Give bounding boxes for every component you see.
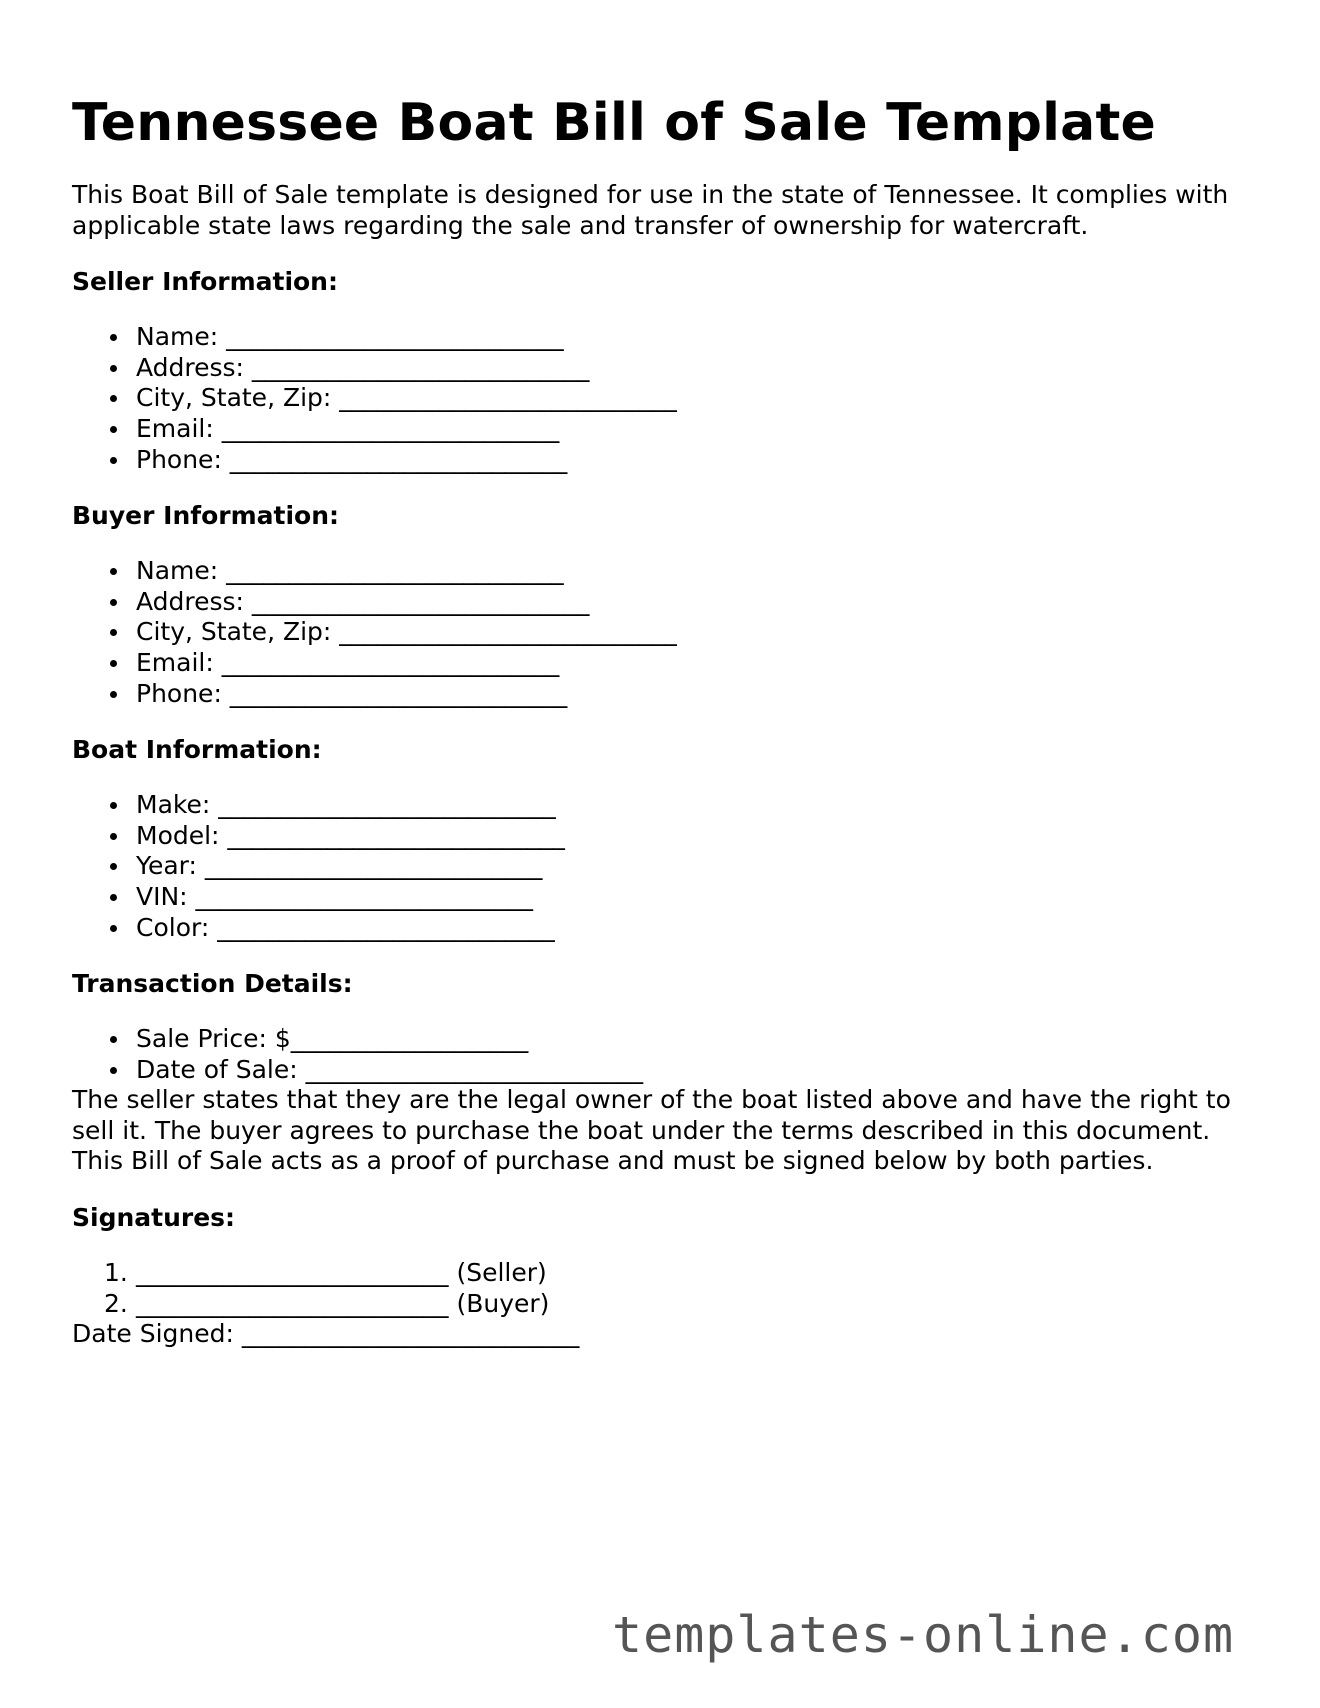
seller-heading: Seller Information: [72,267,338,297]
date-signed-field: Date Signed: ___________________________ [72,1319,580,1349]
list-number: 1. [104,1258,128,1288]
buyer-name-field: Name: ___________________________ [72,556,1252,587]
signatures-heading: Signatures: [72,1203,236,1233]
buyer-list [72,556,1252,709]
boat-vin-field: VIN: ___________________________ [72,882,1252,913]
seller-city-state-zip-field: City, State, Zip: ___________________________ [72,383,1252,414]
list-number: 2. [104,1288,128,1318]
document-title: Tennessee Boat Bill of Sale Template [72,93,1156,153]
boat-heading: Boat Information: [72,735,322,765]
seller-email-field: Email: ___________________________ [72,414,1252,445]
document-page [72,88,1252,1350]
transaction-heading: Transaction Details: [72,969,353,999]
signature-text: _________________________ (Seller) [136,1258,547,1288]
boat-year-field: Year: ___________________________ [72,851,1252,882]
date-of-sale-field: Date of Sale: ___________________________ [72,1055,1252,1086]
intro-paragraph: This Boat Bill of Sale template is designed for use in the state of Tennessee. It complies with applicable state laws regarding the sale and transfer of ownership for watercraft. [72,180,1229,240]
buyer-heading: Buyer Information: [72,501,340,531]
boat-color-field: Color: ___________________________ [72,913,1252,944]
boat-list [72,790,1252,943]
buyer-phone-field: Phone: ___________________________ [72,679,1252,710]
signatures-list [72,1258,1252,1319]
boat-model-field: Model: ___________________________ [72,821,1252,852]
seller-phone-field: Phone: ___________________________ [72,445,1252,476]
signature-text: _________________________ (Buyer) [136,1288,550,1318]
transaction-list [72,1024,1252,1085]
seller-list [72,322,1252,475]
watermark-text: templates-online.com [612,1606,1235,1664]
sale-price-field: Sale Price: $___________________ [72,1024,1252,1055]
boat-make-field: Make: ___________________________ [72,790,1252,821]
ownership-statement: The seller states that they are the legal owner of the boat listed above and have the right to sell it. The buyer agrees to purchase the boat under the terms described in this document. This Bill of Sale acts as a proof of purchase and must be signed below by both parties. [72,1085,1231,1176]
seller-name-field: Name: ___________________________ [72,322,1252,353]
buyer-address-field: Address: ___________________________ [72,587,1252,618]
buyer-city-state-zip-field: City, State, Zip: ___________________________ [72,617,1252,648]
seller-address-field: Address: ___________________________ [72,353,1252,384]
buyer-signature-line [72,1289,1252,1320]
buyer-email-field: Email: ___________________________ [72,648,1252,679]
seller-signature-line [72,1258,1252,1289]
